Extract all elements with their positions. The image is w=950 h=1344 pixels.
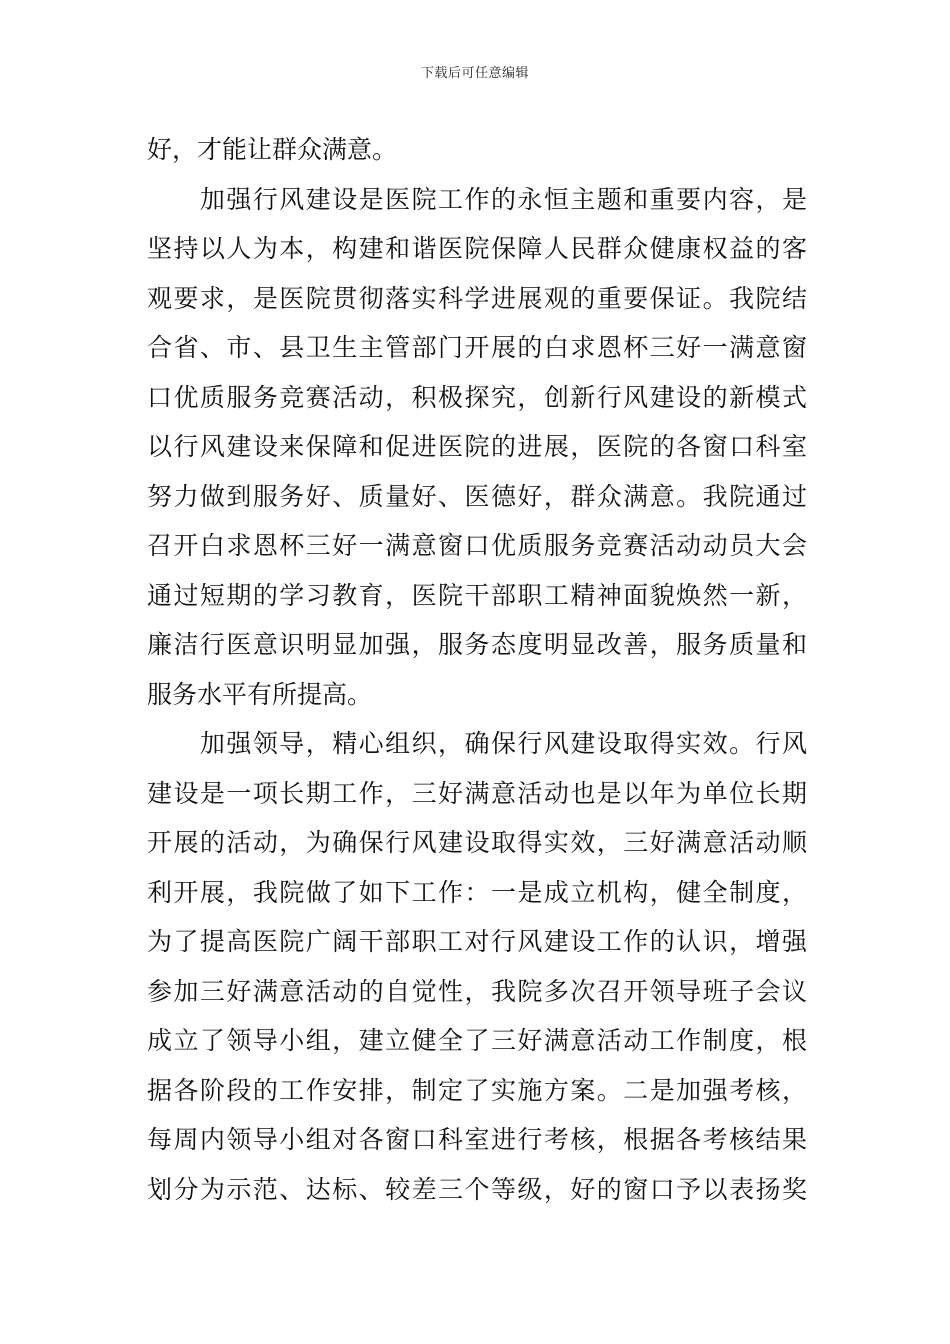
text-line: 为了提高医院广阔干部职工对行风建设工作的认识，增强 [147, 927, 807, 956]
text-line: 每周内领导小组对各窗口科室进行考核，根据各考核结果 [147, 1125, 807, 1154]
text-line: 好，才能让群众满意。 [147, 135, 398, 164]
text-line: 参加三好满意活动的自觉性，我院多次召开领导班子会议 [147, 976, 807, 1006]
text-line: 观要求，是医院贯彻落实科学进展观的重要保证。我院结 [147, 283, 807, 313]
text-line: 以行风建设来保障和促进医院的进展，医院的各窗口科室 [147, 432, 807, 461]
text-line: 坚持以人为本，构建和谐医院保障人民群众健康权益的客 [147, 234, 807, 263]
text-line: 据各阶段的工作安排，制定了实施方案。二是加强考核， [147, 1075, 807, 1105]
text-line: 成立了领导小组，建立健全了三好满意活动工作制度，根 [147, 1026, 807, 1055]
page-header: 下载后可任意编辑 [420, 66, 529, 81]
text-line: 口优质服务竞赛活动，积极探究，创新行风建设的新模式 [147, 382, 807, 412]
text-line: 通过短期的学习教育，医院干部职工精神面貌焕然一新， [147, 580, 807, 610]
text-line: 服务水平有所提高。 [147, 679, 373, 709]
text-line: 廉洁行医意识明显加强，服务态度明显改善，服务质量和 [147, 630, 807, 659]
text-line: 利开展，我院做了如下工作：一是成立机构，健全制度， [147, 877, 807, 907]
text-line: 开展的活动，为确保行风建设取得实效，三好满意活动顺 [147, 828, 807, 857]
text-line: 加强行风建设是医院工作的永恒主题和重要内容，是 [147, 184, 807, 214]
text-line: 划分为示范、达标、较差三个等级，好的窗口予以表扬奖 [147, 1174, 807, 1204]
text-line: 合省、市、县卫生主管部门开展的白求恩杯三好一满意窗 [147, 333, 807, 362]
text-line: 努力做到服务好、质量好、医德好，群众满意。我院通过 [147, 481, 807, 511]
text-line: 召开白求恩杯三好一满意窗口优质服务竞赛活动动员大会 [147, 531, 807, 560]
text-line: 建设是一项长期工作，三好满意活动也是以年为单位长期 [147, 778, 807, 808]
document-body [147, 125, 807, 1214]
text-line: 加强领导，精心组织，确保行风建设取得实效。行风 [147, 729, 807, 758]
